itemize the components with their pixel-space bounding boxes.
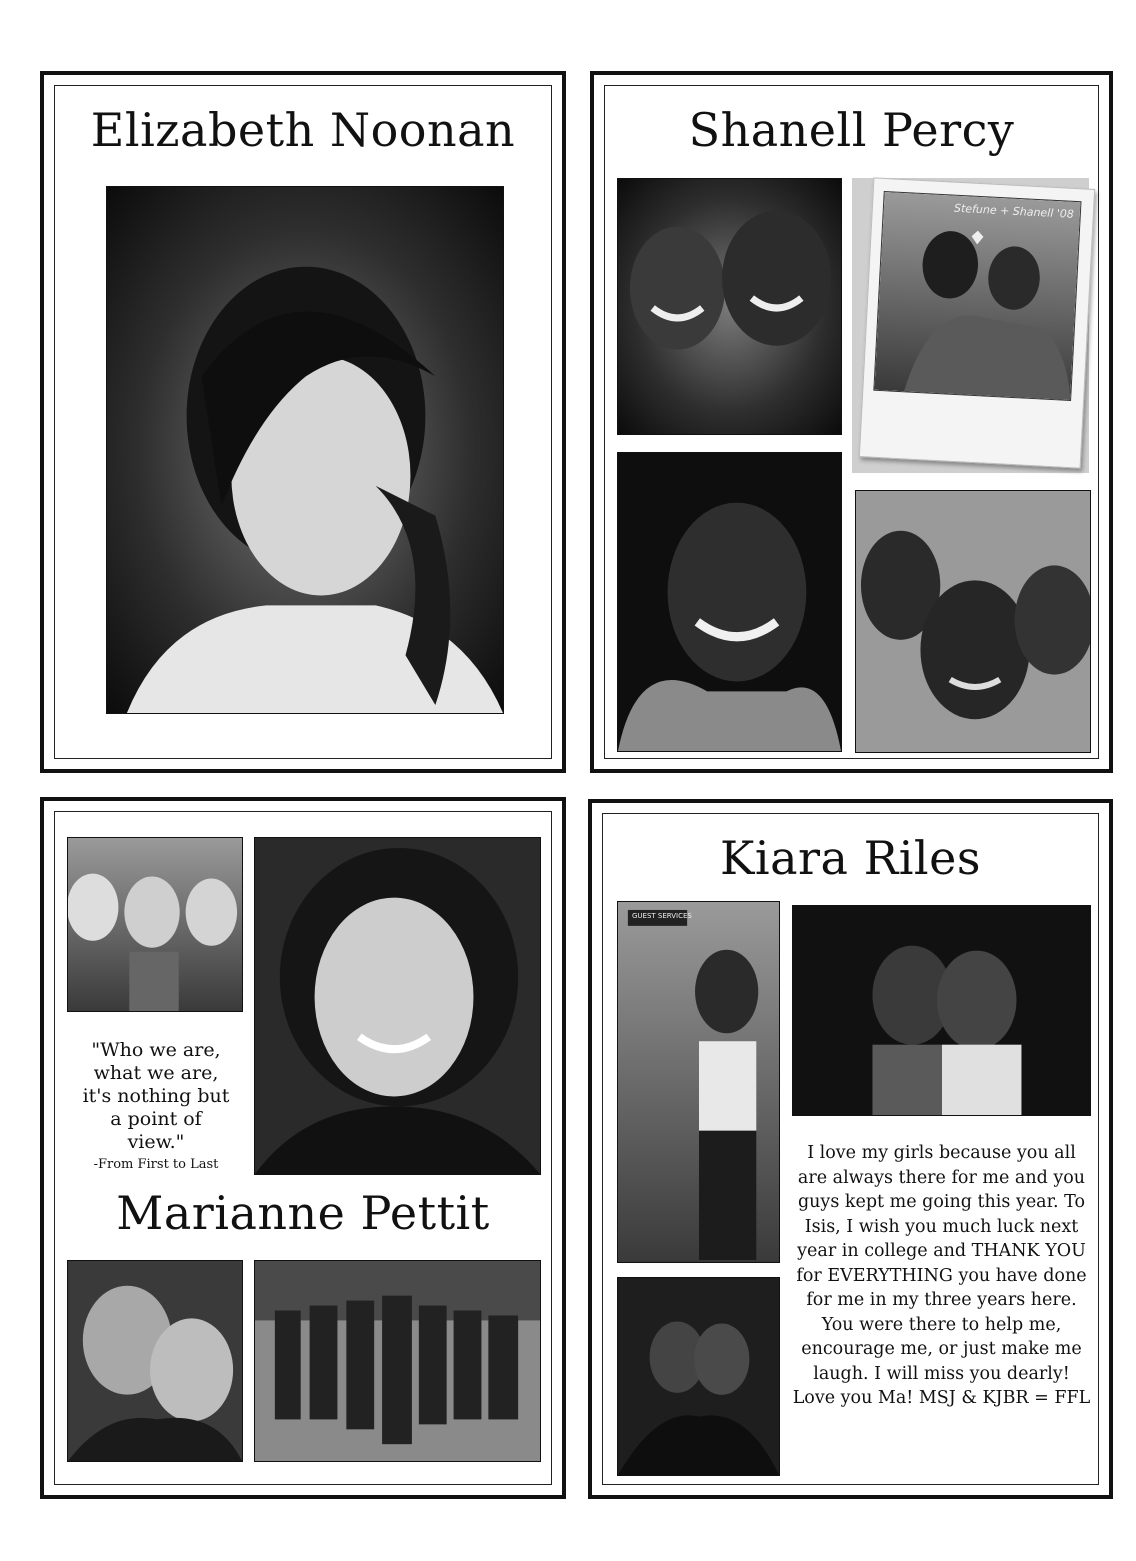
photo-image (793, 906, 1090, 1115)
polaroid-caption: Stefune + Shanell '08 (953, 201, 1075, 221)
photo-two-friends-night (792, 905, 1091, 1116)
photo-image (618, 902, 779, 1262)
polaroid-image-frame (873, 191, 1081, 401)
portrait-image (255, 838, 540, 1174)
photo-two-friends-hugging (67, 1260, 243, 1462)
photo-two-friends-hugging (617, 1277, 780, 1476)
student-name: Kiara Riles (720, 831, 981, 885)
panel-kiara-riles (588, 799, 1113, 1499)
quote: "Who we are, what we are, it's nothing but a point of view." (82, 1039, 230, 1153)
portrait-photo (106, 186, 504, 714)
student-name: Elizabeth Noonan (90, 103, 516, 157)
quote-attribution: -From First to Last (93, 1157, 219, 1172)
polaroid-photo (859, 177, 1095, 468)
student-name: Shanell Percy (688, 103, 1015, 157)
photo-three-friends (67, 837, 243, 1012)
panel-shanell-percy (590, 71, 1113, 773)
quote-text (80, 1039, 232, 1174)
panel-marianne-pettit (40, 797, 566, 1499)
portrait-photo (254, 837, 541, 1175)
photo-image (618, 453, 841, 751)
student-name: Marianne Pettit (116, 1186, 490, 1240)
photo-image (856, 491, 1090, 752)
personal-message: I love my girls because you all are always there for me and you guys kept me going this year. To Isis, I wish you much luck next year in college and THANK YOU for EVERYTHING you have done for me in my three years here. You were there to help me, encourage me, or just make me laugh. I will miss you dearly! Love you Ma! MSJ & KJBR = FFL (792, 1143, 1091, 1408)
photo-large-group (254, 1260, 541, 1462)
sign-text: GUEST SERVICES (632, 912, 692, 920)
photo-smiling-closeup (617, 452, 842, 752)
photo-image (874, 192, 1080, 400)
panel-elizabeth-noonan (40, 71, 566, 773)
portrait-image (107, 187, 503, 713)
photo-two-friends-smiling (617, 178, 842, 435)
photo-image (255, 1261, 540, 1461)
photo-group-three-friends (855, 490, 1091, 753)
photo-image (618, 1278, 779, 1475)
photo-image (618, 179, 841, 434)
photo-image (68, 838, 242, 1011)
photo-standing-at-guest-services (617, 901, 780, 1263)
photo-image (68, 1261, 242, 1461)
